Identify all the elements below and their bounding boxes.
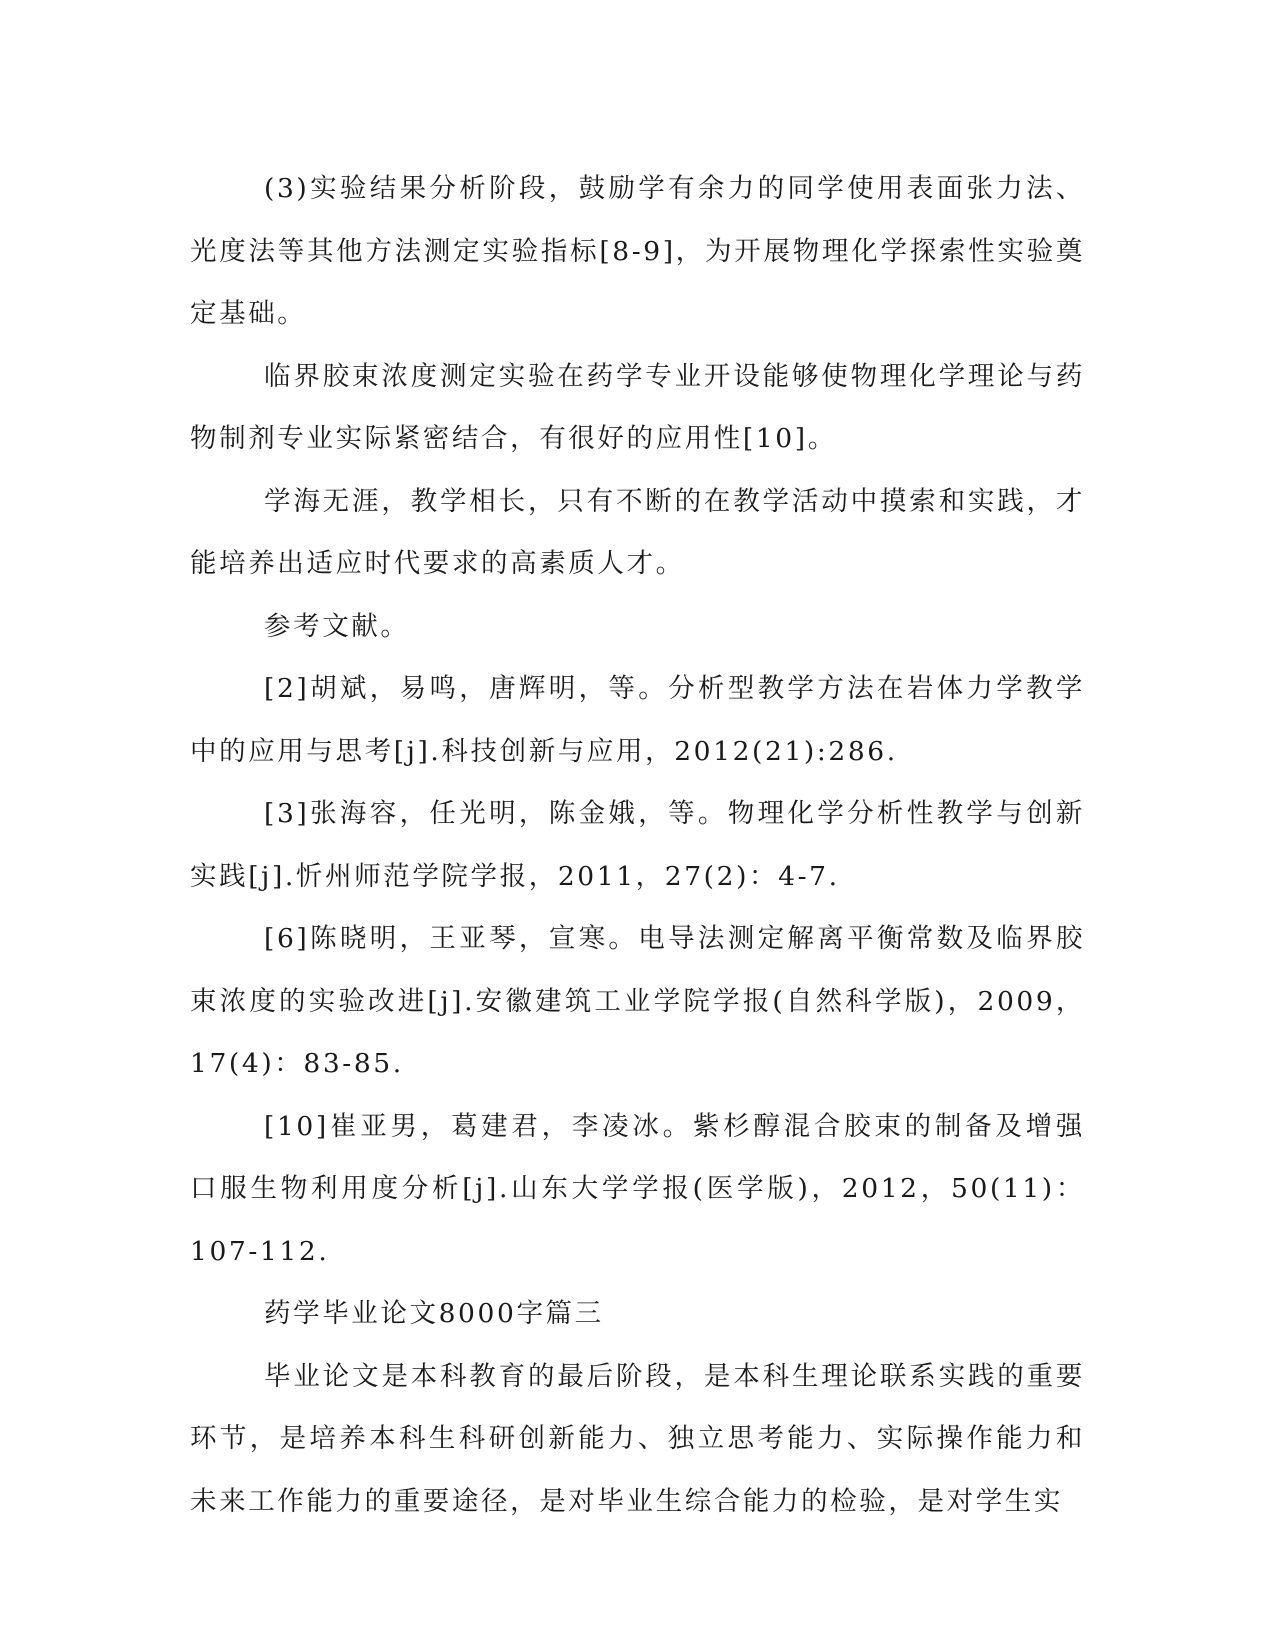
document-body <box>190 158 1085 1533</box>
reference-item: [2]胡斌，易鸣，唐辉明，等。分析型教学方法在岩体力学教学中的应用与思考[j].科技创新与应用，2012(21):286. <box>190 673 1085 767</box>
section-heading: 药学毕业论文8000字篇三 <box>264 1298 604 1329</box>
reference-item: [3]张海容，任光明，陈金娥，等。物理化学分析性教学与创新实践[j].忻州师范学院学报，2011，27(2)：4-7. <box>190 798 1085 892</box>
reference-item: [6]陈晓明，王亚琴，宣寒。电导法测定解离平衡常数及临界胶束浓度的实验改进[j].安徽建筑工业学院学报(自然科学版)，2009，17(4)：83-85. <box>190 923 1085 1079</box>
paragraph-teaching-conclusion: 学海无涯，教学相长，只有不断的在教学活动中摸索和实践，才能培养出适应时代要求的高素质人才。 <box>190 485 1085 579</box>
reference-item: [10]崔亚男，葛建君，李凌冰。紫杉醇混合胶束的制备及增强口服生物利用度分析[j].山东大学学报(医学版)，2012，50(11)：107-112. <box>190 1110 1085 1267</box>
paragraph-thesis-intro: 毕业论文是本科教育的最后阶段，是本科生理论联系实践的重要环节，是培养本科生科研创新能力、独立思考能力、实际操作能力和未来工作能力的重要途径，是对毕业生综合能力的检验，是对学生实 <box>190 1360 1085 1517</box>
paragraph-cmc-application: 临界胶束浓度测定实验在药学专业开设能够使物理化学理论与药物制剂专业实际紧密结合，有很好的应用性[10]。 <box>190 360 1085 454</box>
paragraph-analysis-stage: (3)实验结果分析阶段，鼓励学有余力的同学使用表面张力法、光度法等其他方法测定实验指标[8-9]，为开展物理化学探索性实验奠定基础。 <box>190 173 1085 329</box>
references-heading: 参考文献。 <box>264 610 410 642</box>
